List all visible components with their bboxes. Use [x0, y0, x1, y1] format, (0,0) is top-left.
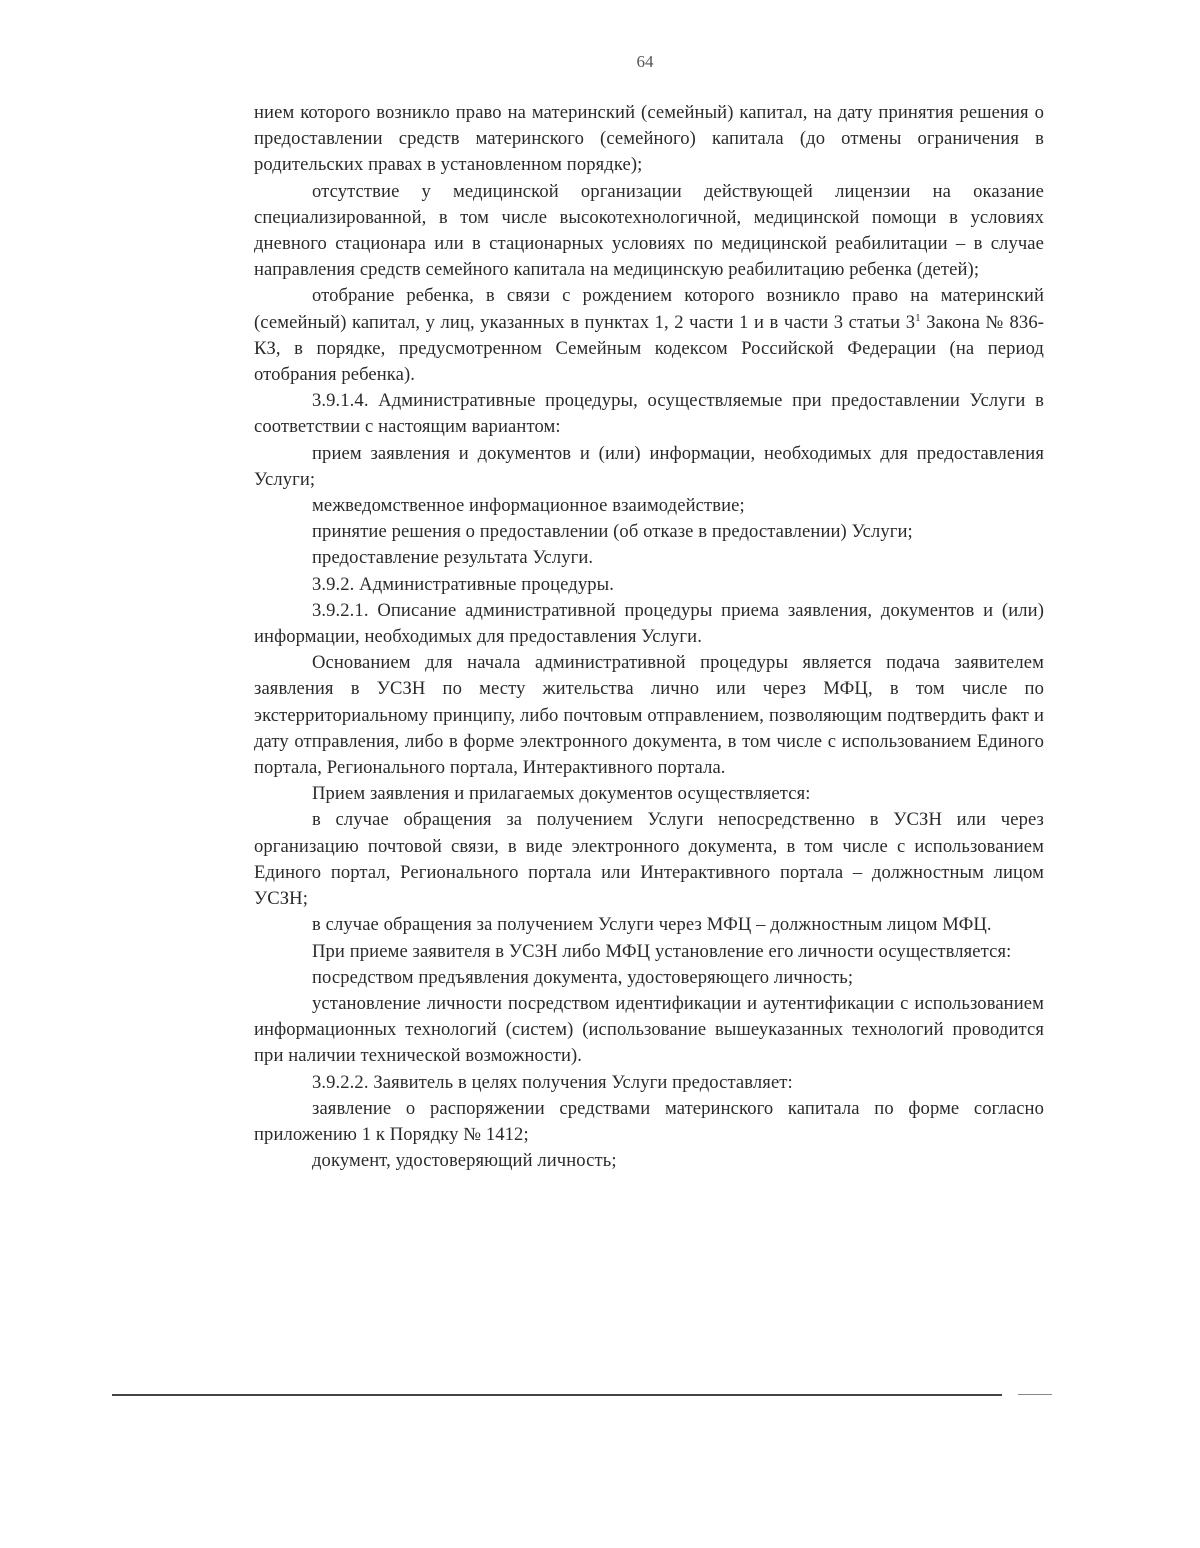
page-number: 64 — [636, 52, 654, 71]
paragraph: отсутствие у медицинской организации действующей лицензии на оказание специализированной, в том числе высокотехнологичной, медицинской помощи в условиях дневного стационара или в стационарных условиях по медицинской реабилитации – в случае направления средств семейного капитала на медицинскую реабилитацию ребенка (детей); — [254, 180, 1044, 281]
paragraph: посредством предъявления документа, удостоверяющего личность; — [312, 966, 854, 988]
paragraph: При приеме заявителя в УСЗН либо МФЦ установление его личности осуществляется: — [312, 940, 1012, 962]
paragraph: Основанием для начала административной процедуры является подача заявителем заявления в УСЗН по месту жительства лично или через МФЦ, в том числе по экстерриториальному принципу, либо почтовым отправлением, позволяющим подтвердить факт и дату отправления, либо в форме электронного документа, в том числе с использованием Единого портала, Регионального портала, Интерактивного портала. — [254, 652, 1044, 779]
paragraph: принятие решения о предоставлении (об отказе в предоставлении) Услуги; — [312, 521, 913, 543]
paragraph: 3.9.1.4. Административные процедуры, осуществляемые при предоставлении Услуги в соответствии с настоящим вариантом: — [254, 390, 1044, 438]
paragraph: предоставление результата Услуги. — [312, 547, 594, 569]
paragraph: 3.9.2. Административные процедуры. — [312, 573, 614, 595]
paragraph: документ, удостоверяющий личность; — [312, 1150, 617, 1172]
document-body — [254, 100, 1044, 1174]
paragraph: в случае обращения за получением Услуги непосредственно в УСЗН или через организацию почтовой связи, в виде электронного документа, в том числе с использованием Единого портал, Регионального портала или Интерактивного портала – должностным лицом УСЗН; — [254, 809, 1044, 910]
paragraph-text: Закона № 836-КЗ, в порядке, предусмотренном Семейным кодексом Российской Федерации (на период отобрания ребенка). — [254, 311, 1045, 386]
bottom-rule — [112, 1394, 1002, 1396]
paragraph: нием которого возникло право на материнский (семейный) капитал, на дату принятия решения о предоставлении средств материнского (семейного) капитала (до отмены ограничения в родительских правах в установленном порядке); — [254, 102, 1044, 176]
bottom-rule-tail — [1018, 1394, 1052, 1395]
paragraph-text: отобрание ребенка, в связи с рождением которого возникло право на материнский (семейный) капитал, у лиц, указанных в пунктах 1, 2 части 1 и в части 3 статьи 3 — [254, 285, 1044, 333]
paragraph: 3.9.2.1. Описание административной процедуры приема заявления, документов и (или) информации, необходимых для предоставления Услуги. — [254, 599, 1044, 648]
paragraph — [254, 283, 1044, 388]
paragraph: прием заявления и документов и (или) информации, необходимых для предоставления Услуги; — [254, 442, 1044, 490]
paragraph: 3.9.2.2. Заявитель в целях получения Услуги предоставляет: — [312, 1071, 793, 1093]
paragraph: в случае обращения за получением Услуги через МФЦ – должностным лицом МФЦ. — [312, 914, 992, 936]
paragraph: Прием заявления и прилагаемых документов осуществляется: — [312, 783, 811, 805]
superscript: 1 — [915, 311, 921, 324]
paragraph: межведомственное информационное взаимодействие; — [312, 495, 745, 517]
paragraph: установление личности посредством идентификации и аутентификации с использованием информационных технологий (систем) (использование вышеуказанных технологий проводится при наличии технической возможности). — [254, 992, 1044, 1067]
paragraph: заявление о распоряжении средствами материнского капитала по форме согласно приложению 1 к Порядку № 1412; — [254, 1097, 1044, 1145]
